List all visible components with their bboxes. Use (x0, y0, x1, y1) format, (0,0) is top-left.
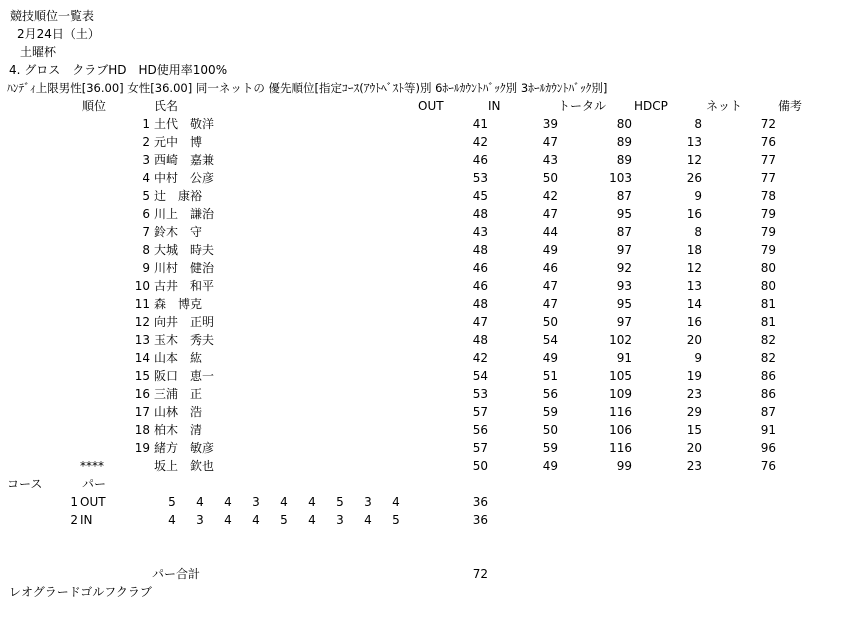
extra-net: 76 (760, 459, 776, 473)
name-cell: 元中 博 (154, 135, 203, 149)
rank-cell: 9 (142, 261, 150, 275)
out-cell: 57 (472, 405, 488, 419)
event-name: 土曜杯 (20, 45, 57, 59)
in-cell: 59 (542, 405, 558, 419)
out-cell: 56 (472, 423, 488, 437)
net-cell: 82 (760, 351, 776, 365)
hdcp-cell: 13 (686, 279, 702, 293)
par-total-label: パー合計 (152, 567, 201, 581)
hdcp-cell: 18 (686, 243, 702, 257)
table-row (0, 314, 849, 332)
table-row (0, 116, 849, 134)
net-cell: 81 (760, 315, 776, 329)
rank-cell: 18 (134, 423, 150, 437)
in-cell: 47 (542, 135, 558, 149)
hdcp-cell: 15 (686, 423, 702, 437)
total-cell: 92 (616, 261, 632, 275)
table-row (0, 134, 849, 152)
in-cell: 50 (542, 315, 558, 329)
rank-cell: 7 (142, 225, 150, 239)
course-par-total: 36 (472, 513, 488, 527)
course-label: コース (7, 477, 43, 491)
in-cell: 59 (542, 441, 558, 455)
out-cell: 48 (472, 333, 488, 347)
net-cell: 72 (760, 117, 776, 131)
name-cell: 中村 公彦 (154, 171, 215, 185)
extra-name: 坂上 欽也 (154, 459, 215, 473)
name-cell: 三浦 正 (154, 387, 203, 401)
out-cell: 46 (472, 279, 488, 293)
col-name: 氏名 (154, 99, 179, 113)
rank-cell: 1 (142, 117, 150, 131)
out-cell: 53 (472, 387, 488, 401)
hole-par-cell: 4 (252, 513, 260, 527)
hole-par-cell: 4 (308, 513, 316, 527)
in-cell: 42 (542, 189, 558, 203)
hdcp-cell: 16 (686, 207, 702, 221)
table-row (0, 152, 849, 170)
par-total-row (0, 566, 849, 584)
net-cell: 76 (760, 135, 776, 149)
name-cell: 森 博克 (154, 297, 203, 311)
hdcp-cell: 8 (694, 117, 702, 131)
hole-par-cell: 4 (280, 495, 288, 509)
hdcp-cell: 19 (686, 369, 702, 383)
total-cell: 89 (616, 153, 632, 167)
hole-par-cell: 5 (280, 513, 288, 527)
total-cell: 97 (616, 243, 632, 257)
name-cell: 鈴木 守 (154, 225, 203, 239)
net-cell: 79 (760, 207, 776, 221)
out-cell: 43 (472, 225, 488, 239)
hole-par-cell: 5 (168, 495, 176, 509)
in-cell: 47 (542, 207, 558, 221)
col-total: トータル (558, 99, 607, 113)
hdcp-cell: 9 (694, 189, 702, 203)
in-cell: 49 (542, 243, 558, 257)
hdcp-cell: 16 (686, 315, 702, 329)
total-cell: 116 (609, 441, 632, 455)
name-cell: 玉木 秀夫 (154, 333, 215, 347)
net-cell: 79 (760, 225, 776, 239)
name-cell: 土代 敬洋 (154, 117, 215, 131)
out-cell: 48 (472, 243, 488, 257)
extra-hdcp: 23 (686, 459, 702, 473)
in-cell: 44 (542, 225, 558, 239)
name-cell: 辻 康裕 (154, 189, 203, 203)
in-cell: 47 (542, 297, 558, 311)
table-row (0, 278, 849, 296)
name-cell: 川村 健治 (154, 261, 215, 275)
table-row (0, 170, 849, 188)
out-cell: 41 (472, 117, 488, 131)
hole-par-cell: 5 (336, 495, 344, 509)
total-cell: 87 (616, 189, 632, 203)
tiebreak-rules: ﾊﾝﾃﾞｨ上限男性[36.00] 女性[36.00] 同一ネットの 優先順位[指定ｺｰｽ(ｱｳﾄﾍﾞｽﾄ等)別 6ﾎｰﾙｶｳﾝﾄﾊﾞｯｸ別 3ﾎｰﾙｶｳﾝﾄﾊﾞｯｸ別] (7, 81, 608, 95)
hdcp-cell: 23 (686, 387, 702, 401)
name-cell: 大城 時夫 (154, 243, 215, 257)
name-cell: 川上 謙治 (154, 207, 215, 221)
net-cell: 82 (760, 333, 776, 347)
net-cell: 77 (760, 153, 776, 167)
course-number: 1 (70, 495, 78, 509)
hole-par-cell: 4 (224, 495, 232, 509)
course-par-label: パー (82, 477, 107, 491)
hole-par-cell: 4 (308, 495, 316, 509)
net-cell: 80 (760, 261, 776, 275)
rank-cell: 17 (134, 405, 150, 419)
in-cell: 43 (542, 153, 558, 167)
name-cell: 山本 紘 (154, 351, 203, 365)
rank-cell: 3 (142, 153, 150, 167)
in-cell: 51 (542, 369, 558, 383)
total-cell: 87 (616, 225, 632, 239)
hdcp-cell: 9 (694, 351, 702, 365)
rank-cell: 5 (142, 189, 150, 203)
name-cell: 山林 浩 (154, 405, 203, 419)
total-cell: 93 (616, 279, 632, 293)
rank-cell: 12 (134, 315, 150, 329)
rank-cell: 2 (142, 135, 150, 149)
net-cell: 86 (760, 387, 776, 401)
in-cell: 56 (542, 387, 558, 401)
total-cell: 105 (609, 369, 632, 383)
column-header-row (0, 98, 849, 116)
course-par-total: 36 (472, 495, 488, 509)
out-cell: 54 (472, 369, 488, 383)
name-cell: 古井 和平 (154, 279, 215, 293)
net-cell: 80 (760, 279, 776, 293)
hole-par-cell: 3 (364, 495, 372, 509)
extra-rank: **** (80, 459, 104, 473)
total-cell: 103 (609, 171, 632, 185)
rank-cell: 10 (134, 279, 150, 293)
table-row (0, 242, 849, 260)
rank-cell: 4 (142, 171, 150, 185)
rank-cell: 19 (134, 441, 150, 455)
hdcp-cell: 26 (686, 171, 702, 185)
scoring-format: 4. グロス クラブHD HD使用率100% (9, 63, 228, 77)
table-row (0, 260, 849, 278)
hdcp-cell: 12 (686, 261, 702, 275)
in-cell: 49 (542, 351, 558, 365)
col-in: IN (488, 99, 501, 113)
rank-cell: 14 (134, 351, 150, 365)
table-row (0, 422, 849, 440)
table-row (0, 224, 849, 242)
hole-par-cell: 4 (224, 513, 232, 527)
hole-par-cell: 3 (252, 495, 260, 509)
total-cell: 95 (616, 297, 632, 311)
out-cell: 48 (472, 207, 488, 221)
rank-cell: 13 (134, 333, 150, 347)
in-cell: 50 (542, 423, 558, 437)
course-header-row (0, 476, 849, 494)
table-row (0, 404, 849, 422)
net-cell: 86 (760, 369, 776, 383)
net-cell: 79 (760, 243, 776, 257)
course-par-row (0, 494, 849, 512)
extra-total: 99 (616, 459, 632, 473)
total-cell: 102 (609, 333, 632, 347)
rank-cell: 6 (142, 207, 150, 221)
hole-par-cell: 3 (336, 513, 344, 527)
report-date: 2月24日（土） (17, 27, 100, 41)
hdcp-cell: 29 (686, 405, 702, 419)
hdcp-cell: 20 (686, 441, 702, 455)
out-cell: 46 (472, 153, 488, 167)
in-cell: 46 (542, 261, 558, 275)
course-number: 2 (70, 513, 78, 527)
total-cell: 109 (609, 387, 632, 401)
out-cell: 46 (472, 261, 488, 275)
out-cell: 42 (472, 351, 488, 365)
hdcp-cell: 12 (686, 153, 702, 167)
hole-par-cell: 4 (392, 495, 400, 509)
rank-cell: 8 (142, 243, 150, 257)
in-cell: 39 (542, 117, 558, 131)
out-cell: 47 (472, 315, 488, 329)
net-cell: 87 (760, 405, 776, 419)
rank-cell: 15 (134, 369, 150, 383)
name-cell: 緒方 敏彦 (154, 441, 215, 455)
col-hdcp: HDCP (634, 99, 668, 113)
total-cell: 116 (609, 405, 632, 419)
name-cell: 柏木 清 (154, 423, 203, 437)
net-cell: 77 (760, 171, 776, 185)
extra-in: 49 (542, 459, 558, 473)
hole-par-cell: 4 (168, 513, 176, 527)
hole-par-cell: 5 (392, 513, 400, 527)
table-row (0, 386, 849, 404)
out-cell: 48 (472, 297, 488, 311)
total-cell: 80 (616, 117, 632, 131)
total-cell: 95 (616, 207, 632, 221)
col-rank: 順位 (82, 99, 107, 113)
in-cell: 50 (542, 171, 558, 185)
table-row (0, 440, 849, 458)
rank-cell: 11 (134, 297, 150, 311)
name-cell: 向井 正明 (154, 315, 215, 329)
hole-par-cell: 4 (364, 513, 372, 527)
net-cell: 81 (760, 297, 776, 311)
extra-row (0, 458, 849, 476)
par-total-value: 72 (472, 567, 488, 581)
out-cell: 45 (472, 189, 488, 203)
table-row (0, 296, 849, 314)
table-row (0, 188, 849, 206)
extra-out: 50 (472, 459, 488, 473)
net-cell: 78 (760, 189, 776, 203)
in-cell: 47 (542, 279, 558, 293)
table-row (0, 332, 849, 350)
table-row (0, 350, 849, 368)
table-row (0, 206, 849, 224)
total-cell: 91 (616, 351, 632, 365)
total-cell: 89 (616, 135, 632, 149)
rank-cell: 16 (134, 387, 150, 401)
name-cell: 阪口 恵一 (154, 369, 215, 383)
hole-par-cell: 3 (196, 513, 204, 527)
club-name: レオグラードゴルフクラブ (9, 585, 152, 599)
out-cell: 57 (472, 441, 488, 455)
col-note: 備考 (778, 99, 803, 113)
out-cell: 53 (472, 171, 488, 185)
course-par-row (0, 512, 849, 530)
net-cell: 91 (760, 423, 776, 437)
course-name: OUT (80, 495, 106, 509)
hdcp-cell: 13 (686, 135, 702, 149)
table-row (0, 368, 849, 386)
hdcp-cell: 14 (686, 297, 702, 311)
name-cell: 西崎 嘉兼 (154, 153, 215, 167)
col-out: OUT (418, 99, 444, 113)
in-cell: 54 (542, 333, 558, 347)
hdcp-cell: 8 (694, 225, 702, 239)
course-name: IN (80, 513, 93, 527)
total-cell: 106 (609, 423, 632, 437)
out-cell: 42 (472, 135, 488, 149)
net-cell: 96 (760, 441, 776, 455)
col-net: ネット (706, 99, 743, 113)
report-title: 競技順位一覧表 (10, 9, 95, 23)
hole-par-cell: 4 (196, 495, 204, 509)
total-cell: 97 (616, 315, 632, 329)
hdcp-cell: 20 (686, 333, 702, 347)
